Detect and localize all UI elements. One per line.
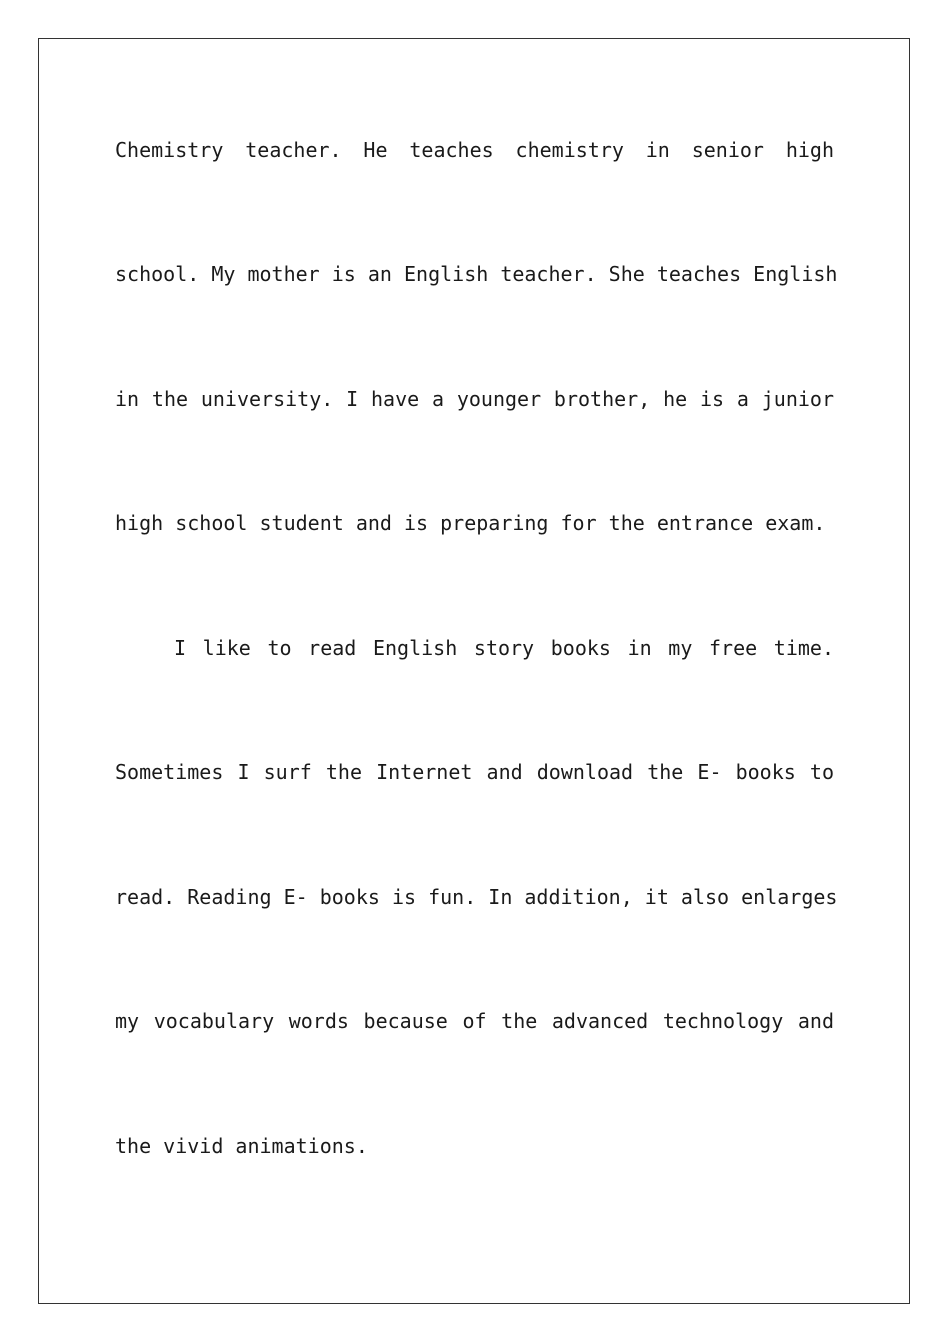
paragraph-start-line: I like to read English story books in my free time. (174, 636, 834, 660)
text-line: Sometimes I surf the Internet and download the E- books to (115, 760, 834, 784)
text-line: in the university. I have a younger brother, he is a junior (115, 387, 834, 411)
text-line: high school student and is preparing for the entrance exam. (115, 511, 826, 535)
text-line: Chemistry teacher. He teaches chemistry in senior high (115, 138, 834, 162)
text-line: the vivid animations. (115, 1134, 368, 1158)
text-line: school. My mother is an English teacher. She teaches English (115, 262, 838, 286)
page-border (38, 38, 910, 1304)
text-line: read. Reading E- books is fun. In addition, it also enlarges (115, 885, 838, 909)
text-line: my vocabulary words because of the advanced technology and (115, 1009, 834, 1033)
